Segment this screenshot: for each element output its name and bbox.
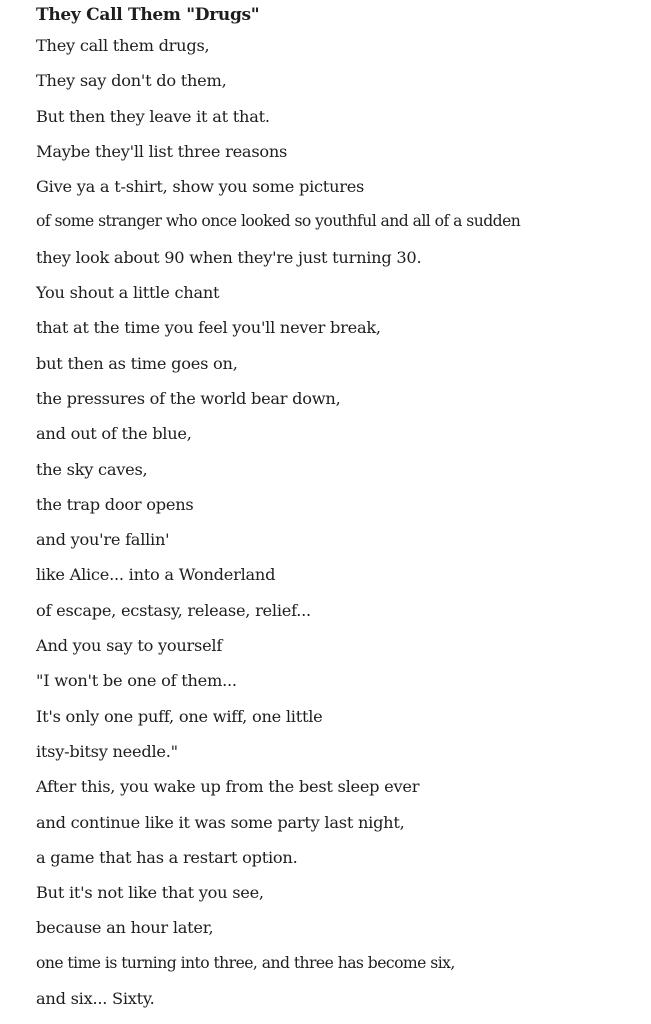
poem-line: "I won't be one of them... [36,671,237,691]
poem-line: they look about 90 when they're just turning 30. [36,247,422,267]
poem-line: itsy-bitsy needle." [36,741,178,761]
poem-line: because an hour later, [36,918,214,938]
poem-line: and six... Sixty. [36,989,155,1009]
poem-line: Maybe they'll list three reasons [36,141,288,161]
poem-line: Give ya a t-shirt, show you some pictures [36,177,365,197]
poem-line: and you're fallin' [36,530,170,550]
poem-line: After this, you wake up from the best sleep ever [36,777,420,797]
poem-lines [36,28,648,1016]
poem-line: But it's not like that you see, [36,883,264,903]
poem-line: and continue like it was some party last night, [36,812,405,832]
poem-line: And you say to yourself [36,636,223,656]
poem [36,2,648,1016]
poem-line: They say don't do them, [36,71,227,91]
poem-line: a game that has a restart option. [36,847,298,867]
poem-line: but then as time goes on, [36,353,238,373]
poem-line: that at the time you feel you'll never break, [36,318,381,338]
poem-line: and out of the blue, [36,424,192,444]
poem-title: They Call Them "Drugs" [36,5,260,25]
poem-line: You shout a little chant [36,283,220,303]
poem-line: the pressures of the world bear down, [36,388,341,408]
poem-line: of some stranger who once looked so youthful and all of a sudden [36,212,521,231]
poem-line: They call them drugs, [36,36,210,55]
poem-line: of escape, ecstasy, release, relief... [36,600,311,620]
poem-line: like Alice... into a Wonderland [36,565,276,585]
poem-line: It's only one puff, one wiff, one little [36,706,323,726]
poem-line: one time is turning into three, and three has become six, [36,953,455,972]
poem-line: But then they leave it at that. [36,106,270,126]
poem-line: the trap door opens [36,494,194,514]
poem-line: the sky caves, [36,459,148,479]
